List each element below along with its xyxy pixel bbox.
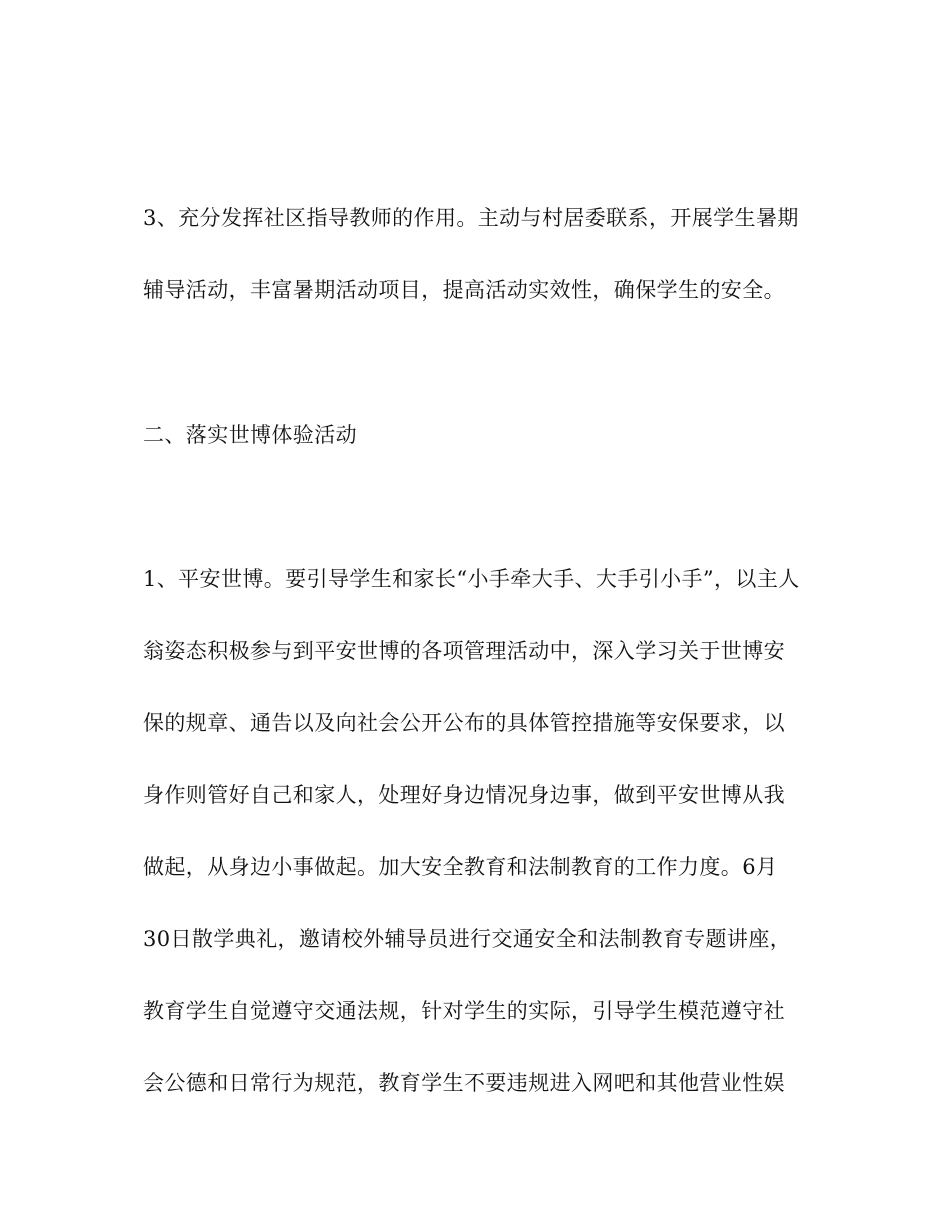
paragraph-1-line-1: 1、平安世博。要引导学生和家长“小手牵大手、大手引小手”，以主人 [143, 567, 800, 591]
paragraph-1-line-2: 翁姿态积极参与到平安世博的各项管理活动中，深入学习关于世博安 [143, 639, 785, 663]
paragraph-1-line-3: 保的规章、通告以及向社会公开公布的具体管控措施等安保要求，以 [143, 711, 785, 735]
paragraph-3-line-2: 辅导活动，丰富暑期活动项目，提高活动实效性，确保学生的安全。 [143, 278, 785, 302]
paragraph-1-line-7: 教育学生自觉遵守交通法规，针对学生的实际，引导学生模范遵守社 [143, 999, 785, 1023]
paragraph-3-line-1: 3、充分发挥社区指导教师的作用。主动与村居委联系，开展学生暑期 [143, 206, 799, 230]
paragraph-1-line-6: 30日散学典礼，邀请校外辅导员进行交通安全和法制教育专题讲座， [143, 927, 792, 951]
paragraph-1-line-5: 做起，从身边小事做起。加大安全教育和法制教育的工作力度。6月 [143, 855, 778, 879]
paragraph-1-line-4: 身作则管好自己和家人，处理好身边情况身边事，做到平安世博从我 [143, 783, 785, 807]
paragraph-1-line-8: 会公德和日常行为规范，教育学生不要违规进入网吧和其他营业性娱 [143, 1071, 785, 1095]
section-heading: 二、落实世博体验活动 [143, 423, 357, 447]
